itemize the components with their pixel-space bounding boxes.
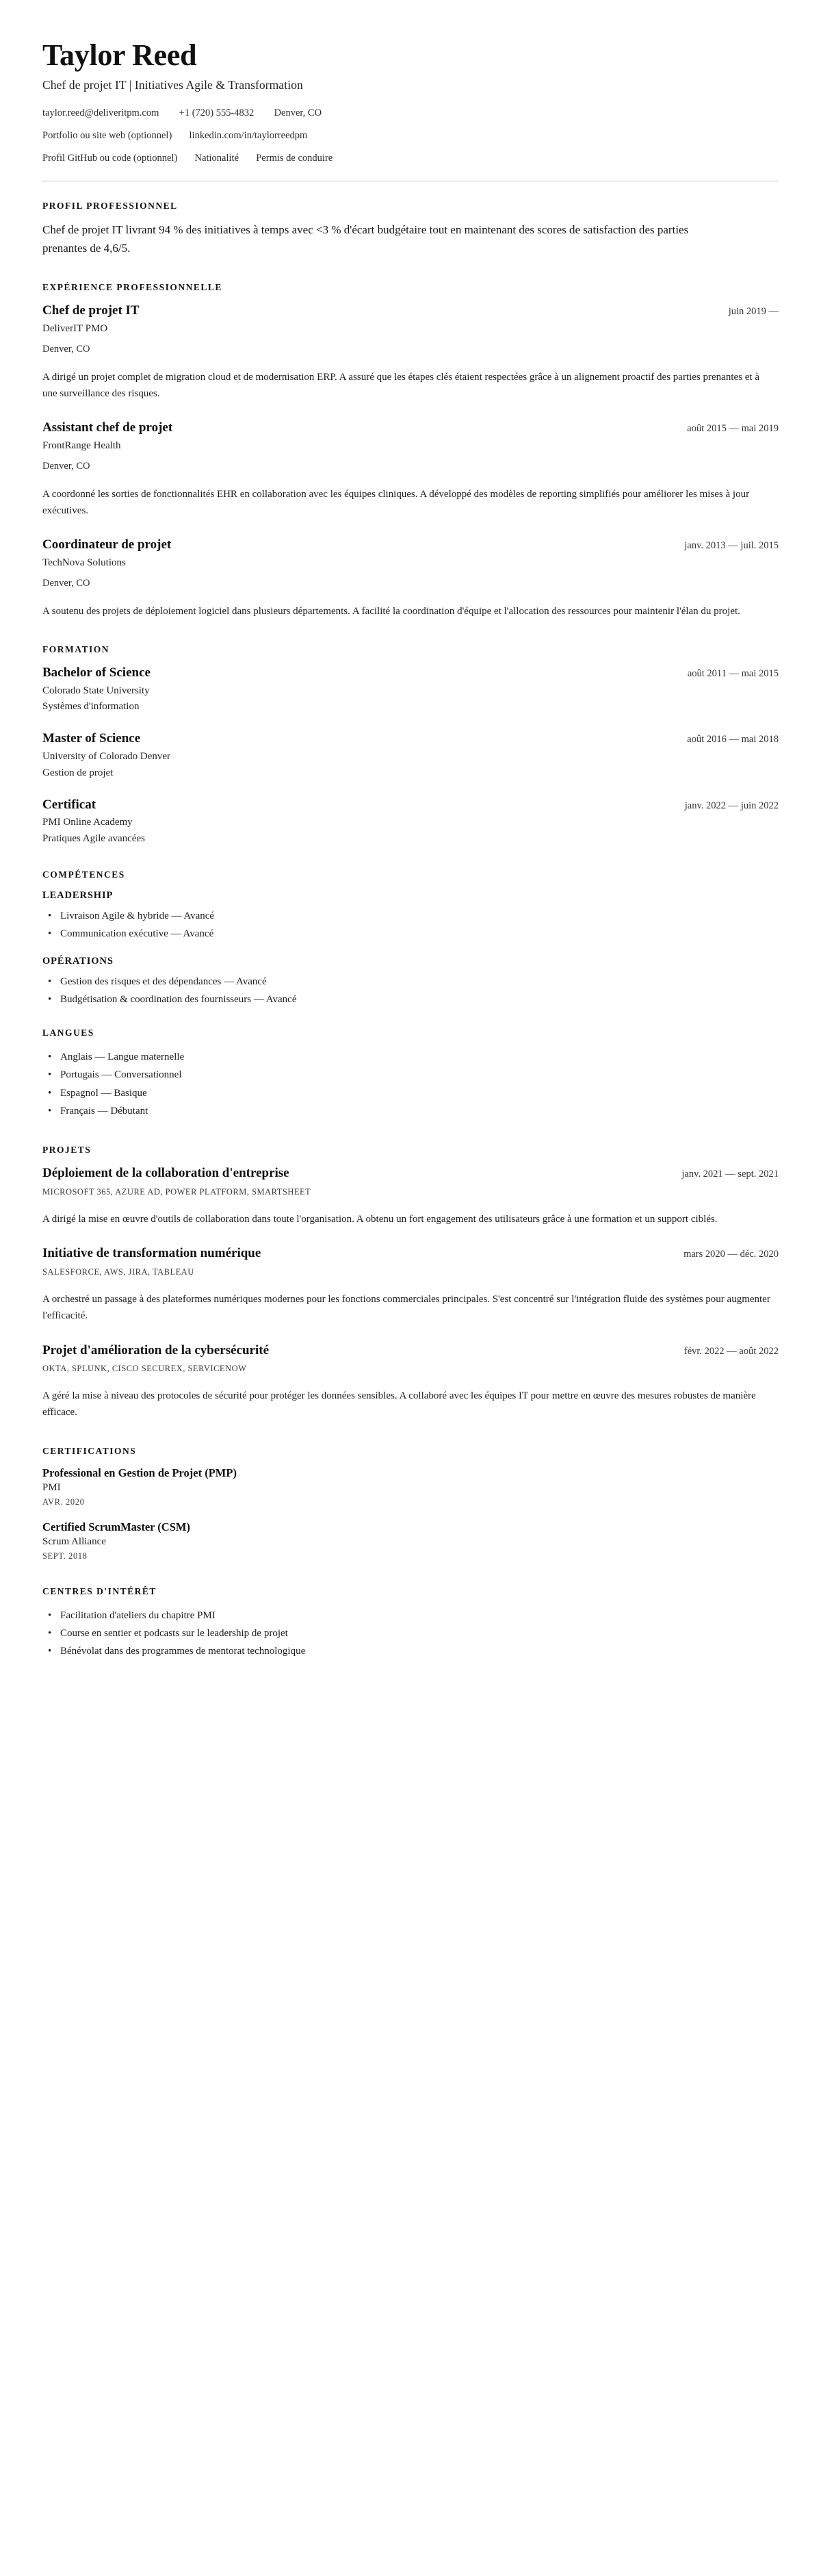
education-school: PMI Online Academy — [42, 817, 133, 828]
certification-issuer: Scrum Alliance — [42, 1535, 106, 1547]
section-title-summary: PROFIL PROFESSIONNEL — [42, 201, 178, 212]
project-tech-tags: MICROSOFT 365, AZURE AD, POWER PLATFORM, SMARTSHEET — [42, 1186, 311, 1197]
experience-entry — [42, 537, 779, 620]
project-title: Déploiement de la collaboration d'entreprise — [42, 1166, 289, 1181]
section-title-projects: PROJETS — [42, 1145, 92, 1156]
education-degree: Bachelor of Science — [42, 665, 151, 680]
education-degree: Master of Science — [42, 731, 141, 746]
job-title: Coordinateur de projet — [42, 537, 172, 552]
list-item: • Livraison Agile & hybride — Avancé — [60, 907, 779, 925]
job-title: Assistant chef de projet — [42, 420, 173, 435]
project-description: A dirigé la mise en œuvre d'outils de collaboration dans toute l'organisation. A obtenu un fort engagement des utilisateurs grâce à une formation et un support ciblés. — [42, 1213, 718, 1225]
education-field: Pratiques Agile avancées — [42, 833, 145, 845]
language-list — [42, 1048, 779, 1120]
interest-list — [42, 1607, 779, 1661]
driving-license-text: Permis de conduire — [256, 152, 333, 164]
section-title-experience: EXPÉRIENCE PROFESSIONNELLE — [42, 282, 222, 293]
education-degree: Certificat — [42, 797, 96, 812]
list-item: • Communication exécutive — Avancé — [60, 925, 779, 943]
job-title: Chef de projet IT — [42, 303, 140, 318]
skill-group-title: OPÉRATIONS — [42, 955, 114, 967]
skill-list — [42, 907, 779, 943]
job-dates: janv. 2013 — juil. 2015 — [684, 540, 779, 552]
job-description: A coordonné les sorties de fonctionnalités EHR en collaboration avec les équipes cliniques. A développé des modèles de reporting simplifiés pour améliorer les mises à jour exécutives. — [42, 488, 750, 516]
email-text: taylor.reed@deliveritpm.com — [42, 107, 159, 119]
education-field: Gestion de projet — [42, 767, 114, 778]
section-title-certifications: CERTIFICATIONS — [42, 1445, 137, 1456]
project-title: Initiative de transformation numérique — [42, 1246, 261, 1261]
job-dates: juin 2019 — — [728, 306, 779, 318]
skill-group-title: LEADERSHIP — [42, 890, 114, 902]
certification-entry — [42, 1466, 779, 1507]
phone-text: +1 (720) 555-4832 — [179, 107, 255, 119]
job-location: Denver, CO — [42, 343, 90, 355]
certification-title: Certified ScrumMaster (CSM) — [42, 1520, 190, 1533]
job-dates: août 2015 — mai 2019 — [687, 423, 779, 435]
project-description: A géré la mise à niveau des protocoles de sécurité pour protéger les données sensibles. A collaboré avec les équipes IT pour mettre en œuvre des mesures robustes de manière efficace. — [42, 1390, 756, 1418]
skill-group — [42, 890, 779, 943]
education-school: Colorado State University — [42, 685, 150, 696]
section-projects — [42, 1145, 779, 1421]
certification-date: SEPT. 2018 — [42, 1551, 88, 1561]
project-entry — [42, 1165, 779, 1227]
section-experience — [42, 282, 779, 620]
summary-text: Chef de projet IT livrant 94 % des initiatives à temps avec <3 % d'écart budgétaire tout en maintenant des scores de satisfaction des parties prenantes de 4,6/5. — [42, 223, 689, 255]
section-title-skills: COMPÉTENCES — [42, 869, 125, 880]
job-location: Denver, CO — [42, 577, 90, 589]
section-summary — [42, 201, 779, 257]
project-dates: janv. 2021 — sept. 2021 — [681, 1169, 779, 1180]
page-title: Taylor Reed — [42, 38, 197, 72]
contact-row-extra — [42, 151, 779, 166]
certification-issuer: PMI — [42, 1481, 61, 1493]
linkedin-text: linkedin.com/in/taylorreedpm — [189, 129, 308, 141]
list-item: • Anglais — Langue maternelle — [60, 1048, 779, 1066]
section-title-languages: LANGUES — [42, 1028, 94, 1038]
project-dates: mars 2020 — déc. 2020 — [683, 1249, 779, 1260]
education-school: University of Colorado Denver — [42, 751, 171, 763]
list-item: • Gestion des risques et des dépendances — Avancé — [60, 973, 779, 991]
project-entry — [42, 1342, 779, 1421]
education-entry — [42, 797, 779, 845]
experience-entry — [42, 420, 779, 519]
section-education — [42, 644, 779, 845]
experience-entry — [42, 303, 779, 402]
list-item: • Facilitation d'ateliers du chapitre PMI — [60, 1607, 779, 1624]
project-entry — [42, 1245, 779, 1324]
list-item: • Français — Débutant — [60, 1102, 779, 1120]
education-field: Systèmes d'information — [42, 701, 140, 713]
project-description: A orchestré un passage à des plateformes numériques modernes pour les fonctions commerciales principales. S'est concentré sur l'intégration fluide des systèmes pour augmenter l'efficacité. — [42, 1293, 770, 1322]
contact-row-links — [42, 129, 779, 144]
list-item: • Bénévolat dans des programmes de mentorat technologique — [60, 1642, 779, 1660]
skill-group — [42, 956, 779, 1009]
location-text: Denver, CO — [274, 107, 322, 119]
job-description: A soutenu des projets de déploiement logiciel dans plusieurs départements. A facilité la coordination d'équipe et l'allocation des ressources pour maintenir l'élan du projet. — [42, 605, 740, 617]
project-tech-tags: OKTA, SPLUNK, CISCO SECUREX, SERVICENOW — [42, 1364, 247, 1374]
project-title: Projet d'amélioration de la cybersécurité — [42, 1342, 269, 1357]
job-employer: DeliverIT PMO — [42, 322, 108, 334]
section-title-interests: CENTRES D'INTÉRÊT — [42, 1585, 157, 1596]
list-item: • Budgétisation & coordination des fournisseurs — Avancé — [60, 991, 779, 1008]
certification-date: AVR. 2020 — [42, 1496, 85, 1507]
education-dates: août 2011 — mai 2015 — [687, 667, 779, 679]
portfolio-text: Portfolio ou site web (optionnel) — [42, 129, 172, 141]
nationality-text: Nationalité — [194, 152, 239, 164]
project-dates: févr. 2022 — août 2022 — [683, 1345, 779, 1357]
section-languages — [42, 1028, 779, 1120]
job-employer: FrontRange Health — [42, 439, 121, 451]
github-text: Profil GitHub ou code (optionnel) — [42, 152, 178, 164]
section-title-education: FORMATION — [42, 643, 109, 654]
section-interests — [42, 1586, 779, 1661]
job-employer: TechNova Solutions — [42, 557, 126, 568]
education-entry — [42, 665, 779, 713]
section-certifications — [42, 1446, 779, 1561]
list-item: • Course en sentier et podcasts sur le leadership de projet — [60, 1624, 779, 1642]
education-entry — [42, 730, 779, 778]
skill-list — [42, 973, 779, 1009]
education-dates: août 2016 — mai 2018 — [687, 734, 779, 745]
list-item: • Espagnol — Basique — [60, 1084, 779, 1102]
professional-headline: Chef de projet IT | Initiatives Agile & Transformation — [42, 78, 303, 92]
certification-title: Professional en Gestion de Projet (PMP) — [42, 1466, 237, 1479]
job-description: A dirigé un projet complet de migration cloud et de modernisation ERP. A assuré que les étapes clés étaient respectées grâce à un alignement proactif des parties prenantes et à une surveillance des risques. — [42, 371, 759, 399]
section-skills — [42, 869, 779, 1008]
job-location: Denver, CO — [42, 460, 90, 472]
certification-entry — [42, 1520, 779, 1561]
list-item: • Portugais — Conversationnel — [60, 1066, 779, 1084]
contact-row-primary — [42, 106, 779, 121]
project-tech-tags: SALESFORCE, AWS, JIRA, TABLEAU — [42, 1266, 194, 1277]
education-dates: janv. 2022 — juin 2022 — [684, 800, 779, 811]
resume-header — [42, 40, 779, 166]
